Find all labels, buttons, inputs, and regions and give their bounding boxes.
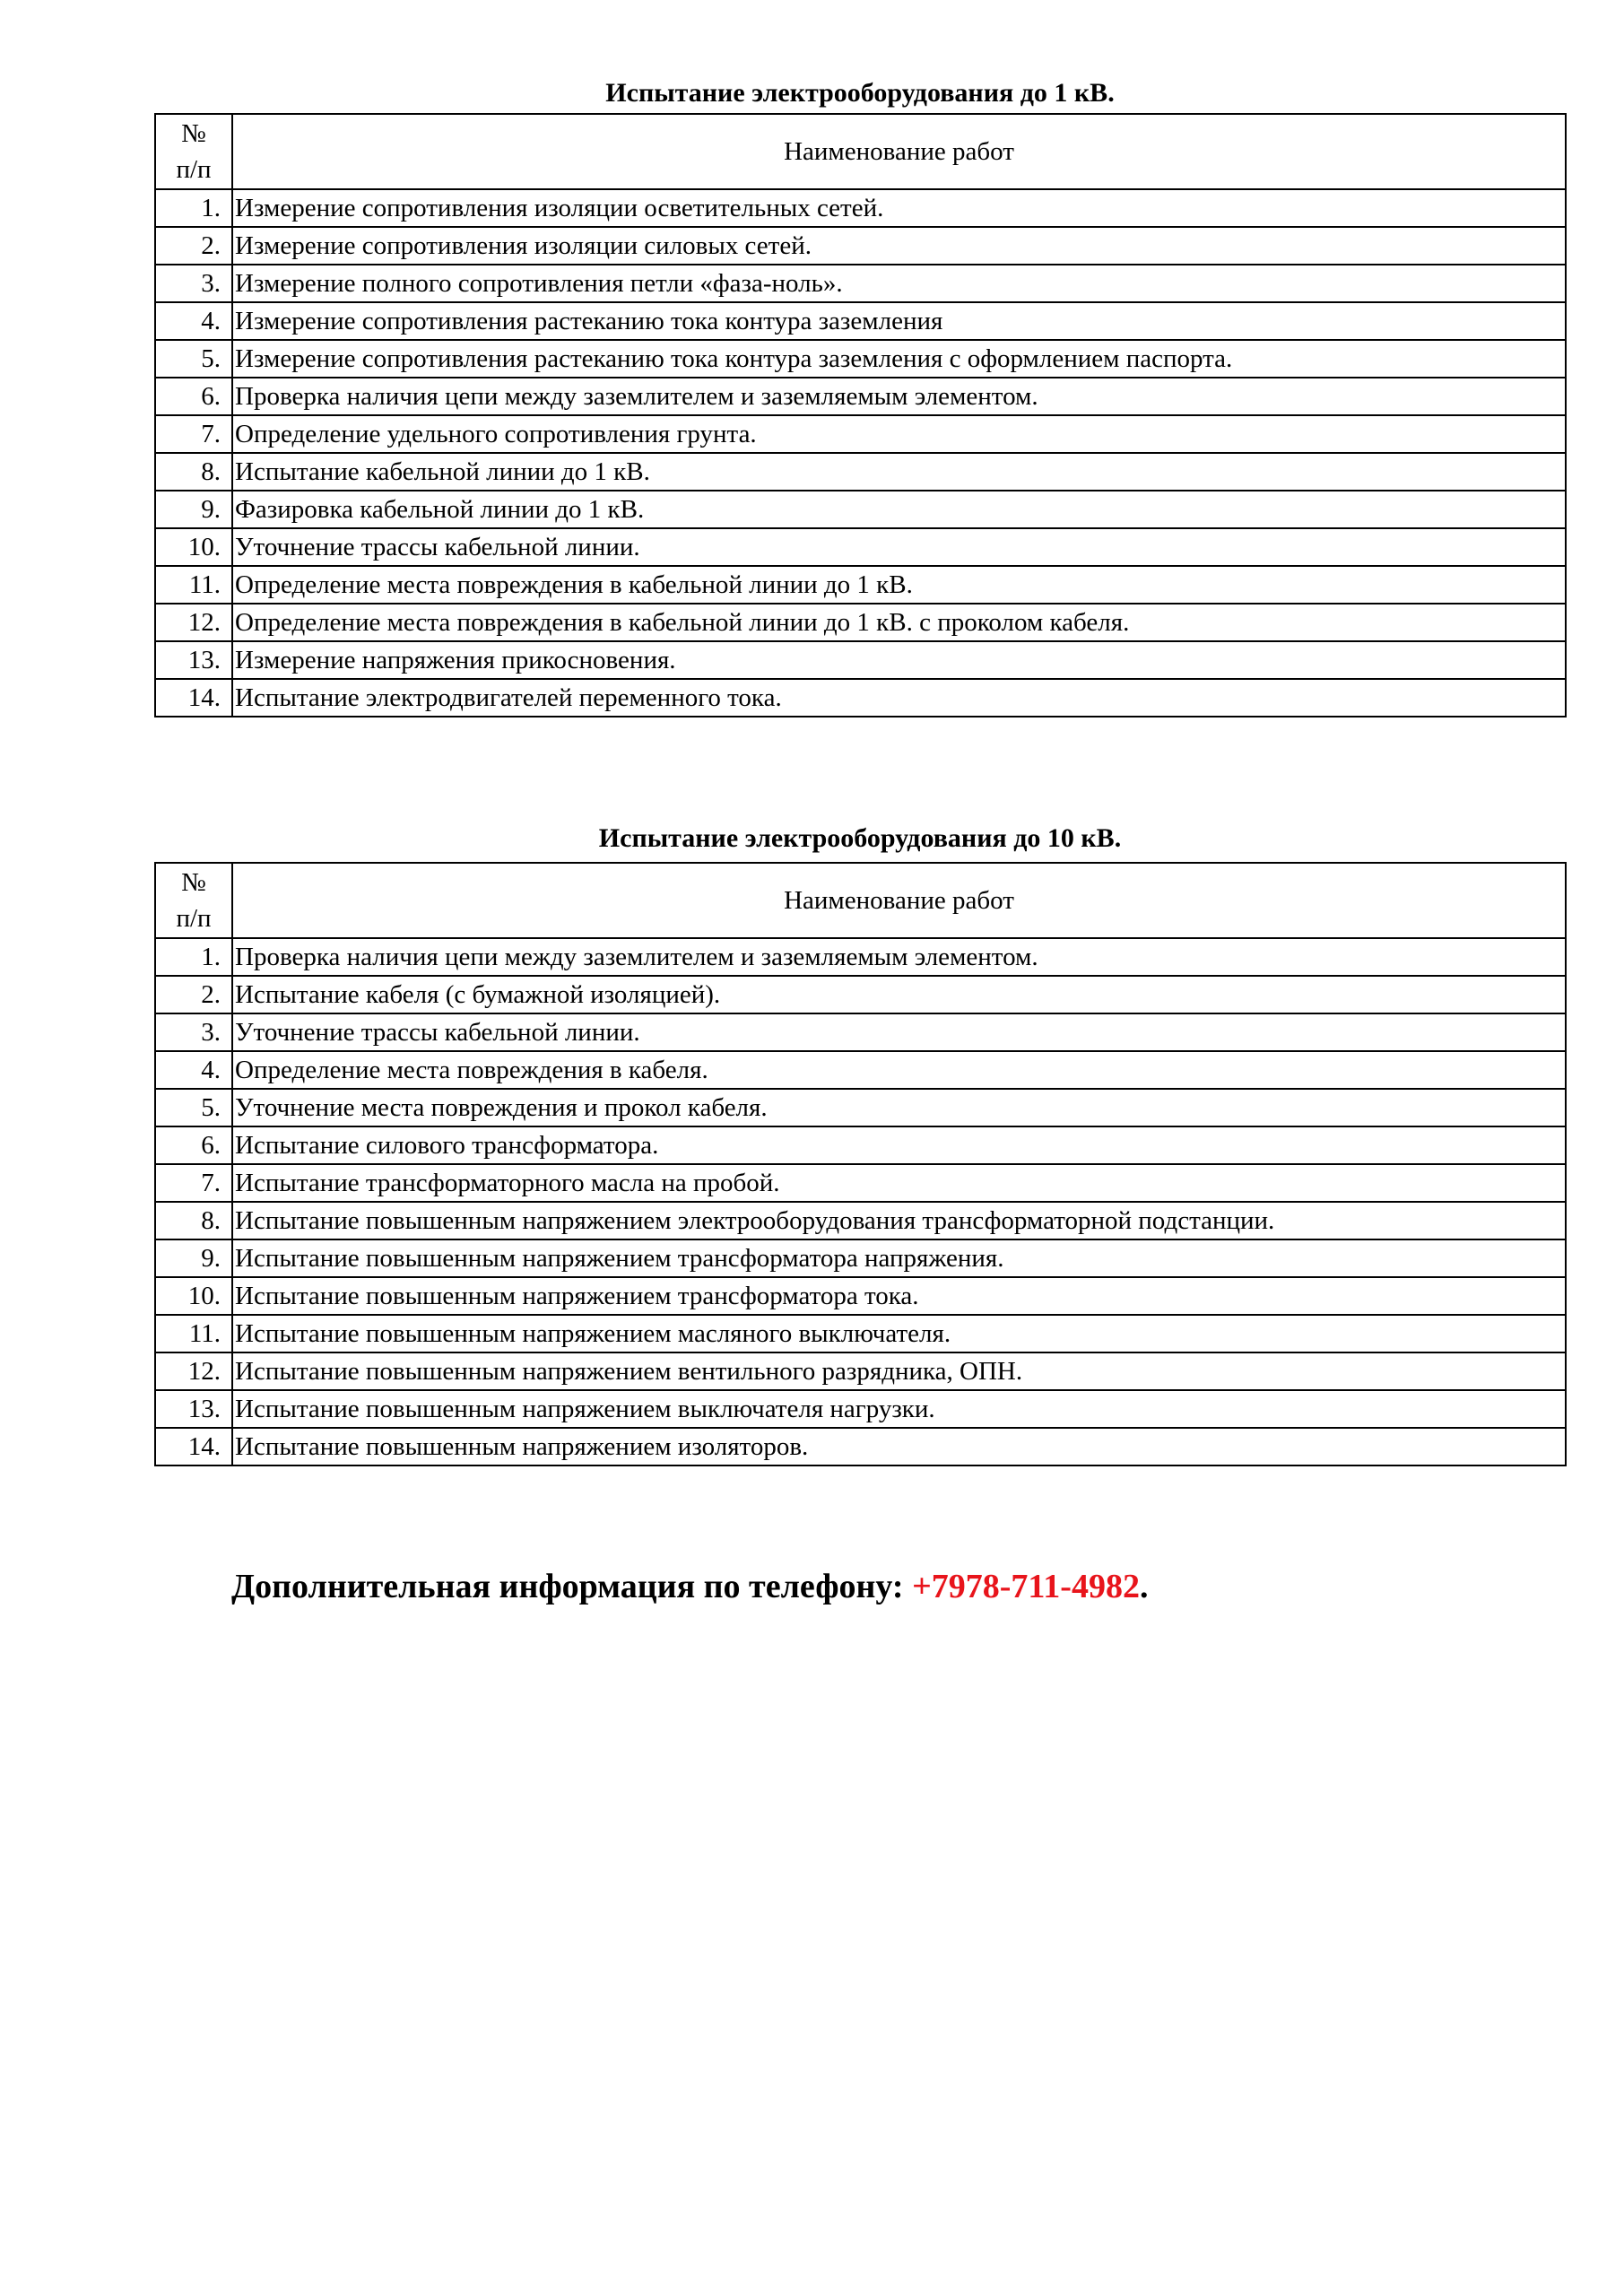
table-row — [155, 566, 1566, 604]
table-row — [155, 604, 1566, 641]
row-number: 10. — [155, 1277, 232, 1315]
row-number: 13. — [155, 1390, 232, 1428]
row-number: 7. — [155, 1164, 232, 1202]
row-number: 11. — [155, 1315, 232, 1352]
number-sign: № — [181, 119, 206, 148]
contact-label: Дополнительная информация по телефону: — [231, 1568, 913, 1605]
table-row — [155, 1089, 1566, 1126]
number-column-header — [155, 114, 232, 189]
table2-title: Испытание электрооборудования до 10 кВ. — [598, 823, 1122, 853]
table-row — [155, 415, 1566, 453]
row-number: 1. — [155, 938, 232, 976]
works-table-1kv — [154, 113, 1567, 718]
row-number: 5. — [155, 340, 232, 378]
row-number: 1. — [155, 189, 232, 227]
table-row — [155, 1352, 1566, 1390]
row-number: 12. — [155, 604, 232, 641]
row-work-name: Измерение напряжения прикосновения. — [232, 641, 1566, 679]
table-row — [155, 1202, 1566, 1239]
table-row — [155, 227, 1566, 265]
row-number: 14. — [155, 1428, 232, 1465]
row-number: 13. — [155, 641, 232, 679]
table-row — [155, 641, 1566, 679]
table-row — [155, 1164, 1566, 1202]
row-work-name: Фазировка кабельной линии до 1 кВ. — [232, 491, 1566, 528]
row-number: 4. — [155, 302, 232, 340]
row-work-name: Испытание повышенным напряжением трансформатора тока. — [232, 1277, 1566, 1315]
number-abbr: п/п — [176, 155, 212, 184]
row-number: 6. — [155, 378, 232, 415]
table-row — [155, 1277, 1566, 1315]
row-number: 3. — [155, 1013, 232, 1051]
row-work-name: Испытание повышенным напряжением трансформатора напряжения. — [232, 1239, 1566, 1277]
row-work-name: Уточнение трассы кабельной линии. — [232, 528, 1566, 566]
row-work-name: Испытание повышенным напряжением выключателя нагрузки. — [232, 1390, 1566, 1428]
table-row — [155, 1126, 1566, 1164]
row-work-name: Уточнение трассы кабельной линии. — [232, 1013, 1566, 1051]
table-row — [155, 1239, 1566, 1277]
table-row — [155, 491, 1566, 528]
row-number: 5. — [155, 1089, 232, 1126]
row-work-name: Определение удельного сопротивления грунта. — [232, 415, 1566, 453]
row-work-name: Испытание кабельной линии до 1 кВ. — [232, 453, 1566, 491]
row-number: 14. — [155, 679, 232, 717]
row-work-name: Испытание силового трансформатора. — [232, 1126, 1566, 1164]
row-work-name: Измерение полного сопротивления петли «фаза-ноль». — [232, 265, 1566, 302]
table-row — [155, 1428, 1566, 1465]
row-work-name: Уточнение места повреждения и прокол кабеля. — [232, 1089, 1566, 1126]
name-column-header: Наименование работ — [232, 114, 1566, 189]
row-work-name: Проверка наличия цепи между заземлителем и заземляемым элементом. — [232, 378, 1566, 415]
table-header-row — [155, 863, 1566, 938]
table-row — [155, 453, 1566, 491]
table-row — [155, 1390, 1566, 1428]
row-work-name: Испытание электродвигателей переменного тока. — [232, 679, 1566, 717]
row-work-name: Измерение сопротивления изоляции силовых сетей. — [232, 227, 1566, 265]
table-row — [155, 1051, 1566, 1089]
row-work-name: Измерение сопротивления изоляции осветительных сетей. — [232, 189, 1566, 227]
table-row — [155, 340, 1566, 378]
row-number: 2. — [155, 976, 232, 1013]
table-row — [155, 302, 1566, 340]
number-sign: № — [181, 868, 206, 897]
row-work-name: Испытание повышенным напряжением электрооборудования трансформаторной подстанции. — [232, 1202, 1566, 1239]
row-number: 9. — [155, 491, 232, 528]
table-header-row — [155, 114, 1566, 189]
table-row — [155, 378, 1566, 415]
table-row — [155, 528, 1566, 566]
phone-number[interactable]: +7978-711-4982 — [912, 1568, 1140, 1605]
row-number: 8. — [155, 453, 232, 491]
row-work-name: Определение места повреждения в кабеля. — [232, 1051, 1566, 1089]
table-row — [155, 1315, 1566, 1352]
row-work-name: Испытание повышенным напряжением масляного выключателя. — [232, 1315, 1566, 1352]
row-number: 2. — [155, 227, 232, 265]
row-work-name: Испытание повышенным напряжением вентильного разрядника, ОПН. — [232, 1352, 1566, 1390]
row-work-name: Испытание кабеля (с бумажной изоляцией). — [232, 976, 1566, 1013]
row-number: 10. — [155, 528, 232, 566]
table-row — [155, 265, 1566, 302]
row-work-name: Измерение сопротивления растеканию тока контура заземления с оформлением паспорта. — [232, 340, 1566, 378]
row-number: 6. — [155, 1126, 232, 1164]
contact-trailing-period: . — [1139, 1568, 1149, 1605]
table-row — [155, 976, 1566, 1013]
row-work-name: Измерение сопротивления растеканию тока контура заземления — [232, 302, 1566, 340]
row-number: 4. — [155, 1051, 232, 1089]
row-number: 7. — [155, 415, 232, 453]
number-column-header — [155, 863, 232, 938]
table-row — [155, 679, 1566, 717]
row-number: 8. — [155, 1202, 232, 1239]
row-number: 12. — [155, 1352, 232, 1390]
row-work-name: Испытание повышенным напряжением изоляторов. — [232, 1428, 1566, 1465]
works-table-10kv — [154, 862, 1567, 1466]
table-row — [155, 189, 1566, 227]
row-number: 3. — [155, 265, 232, 302]
row-work-name: Определение места повреждения в кабельной линии до 1 кВ. — [232, 566, 1566, 604]
row-number: 11. — [155, 566, 232, 604]
name-column-header: Наименование работ — [232, 863, 1566, 938]
row-work-name: Определение места повреждения в кабельной линии до 1 кВ. с проколом кабеля. — [232, 604, 1566, 641]
row-work-name: Проверка наличия цепи между заземлителем и заземляемым элементом. — [232, 938, 1566, 976]
number-abbr: п/п — [176, 904, 212, 933]
table-row — [155, 1013, 1566, 1051]
table-row — [155, 938, 1566, 976]
row-number: 9. — [155, 1239, 232, 1277]
contact-info — [231, 1567, 1148, 1606]
row-work-name: Испытание трансформаторного масла на пробой. — [232, 1164, 1566, 1202]
table1-title: Испытание электрооборудования до 1 кВ. — [605, 78, 1115, 108]
